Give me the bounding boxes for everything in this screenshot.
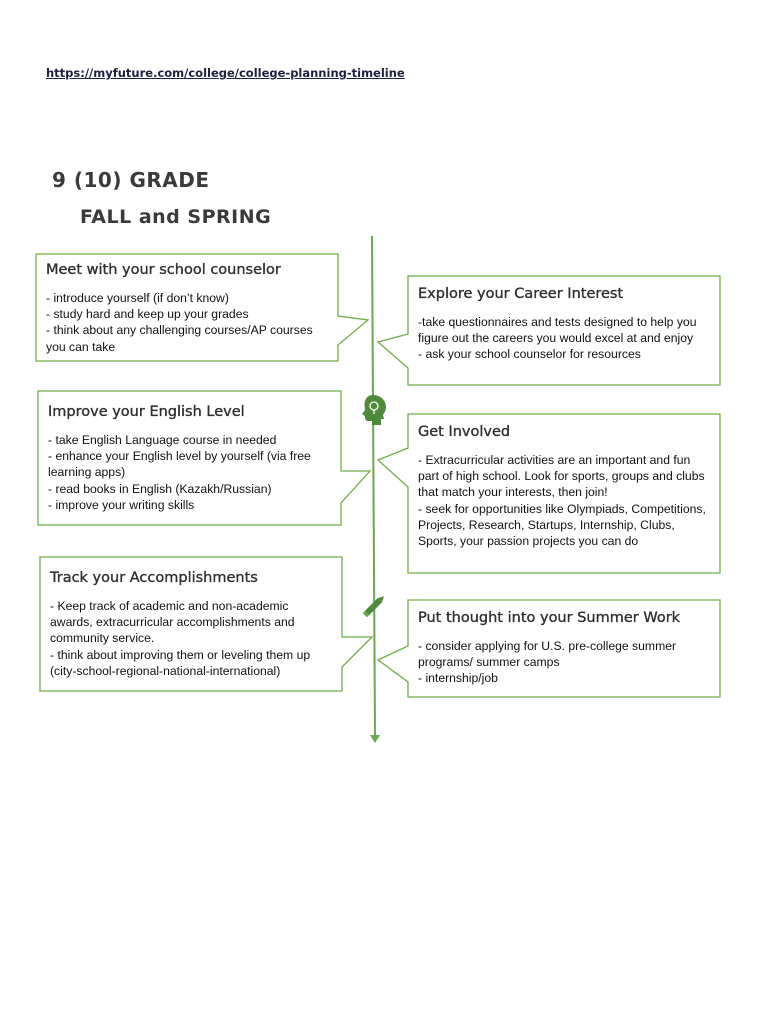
card-counselor-line: - study hard and keep up your grades [46, 307, 249, 322]
card-summer [409, 604, 719, 687]
card-involved-line: - Extracurricular activities are an important and fun part of high school. Look for sports, groups and clubs that match your interests, then join! [418, 453, 705, 500]
card-accomplishments-line: - think about improving them or leveling them up (city-school-regional-national-international) [50, 647, 311, 678]
card-career-line: -take questionnaires and tests designed to help you figure out the careers you would excel at and enjoy [418, 315, 697, 346]
season-heading: FALL and SPRING [80, 206, 272, 228]
card-counselor-line: - think about any challenging courses/AP courses you can take [46, 323, 313, 354]
card-english-line: - take English Language course in needed [48, 433, 277, 447]
card-summer-line: - consider applying for U.S. pre-college summer programs/ summer camps [418, 639, 677, 670]
card-career-line: - ask your school counselor for resources [418, 347, 641, 362]
card-accomplishments-line: - Keep track of academic and non-academic awards, extracurricular accomplishments and community service. [50, 599, 295, 646]
card-accomplishments [41, 564, 341, 679]
card-accomplishments-title: Track your Accomplishments [50, 570, 258, 586]
card-career [409, 280, 719, 363]
card-involved-line: - seek for opportunities like Olympiads, Competitions, Projects, Research, Startups, Internship, Clubs, Sports, your passion projects you can do [418, 501, 706, 549]
card-summer-title: Put thought into your Summer Work [418, 610, 681, 626]
grade-heading: 9 (10) GRADE [52, 168, 210, 192]
card-english-line: - read books in English (Kazakh/Russian) [48, 481, 272, 496]
card-career-title: Explore your Career Interest [418, 286, 624, 302]
card-involved-title: Get Involved [418, 424, 511, 440]
card-english [39, 398, 340, 513]
card-english-line: - improve your writing skills [48, 497, 195, 512]
card-counselor-line: - introduce yourself (if don’t know) [46, 291, 229, 305]
card-counselor-title: Meet with your school counselor [46, 262, 281, 278]
idea-head-icon [362, 395, 386, 425]
card-english-line: - enhance your English level by yourself (via free learning apps) [48, 449, 311, 480]
timeline-arrowhead [370, 735, 380, 743]
source-link[interactable]: https://myfuture.com/college/college-planning-timeline [46, 66, 405, 80]
card-counselor [37, 256, 337, 355]
card-summer-line: - internship/job [418, 671, 498, 686]
card-involved [409, 418, 719, 549]
card-english-title: Improve your English Level [48, 404, 245, 420]
timeline-axis [372, 236, 375, 736]
